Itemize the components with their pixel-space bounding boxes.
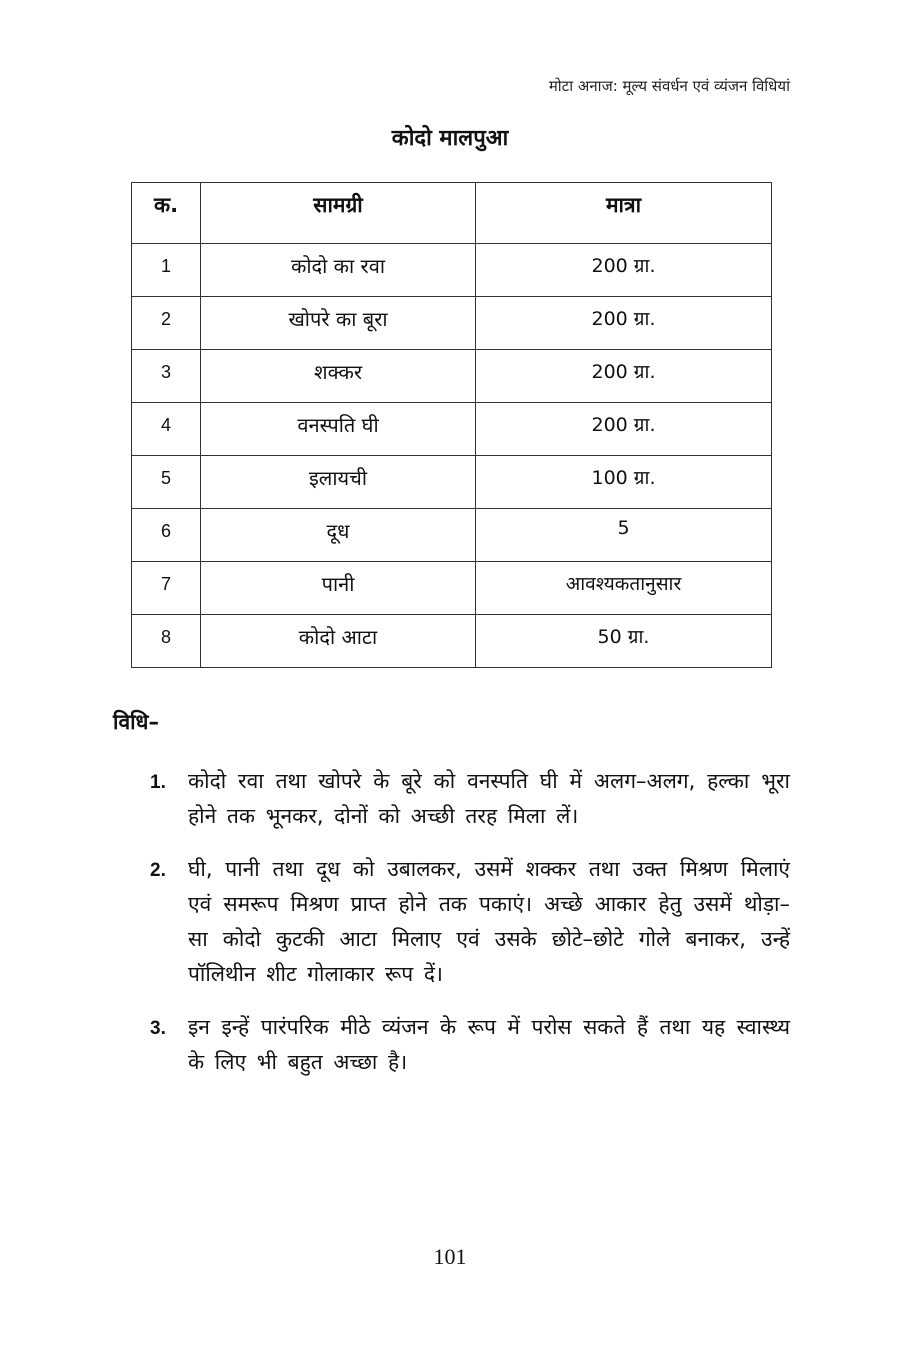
row-number: 7 — [132, 562, 201, 615]
table-row — [132, 509, 772, 562]
table-row — [132, 615, 772, 668]
step-number: 1. — [150, 772, 166, 793]
ingredient-name: शक्कर — [201, 350, 476, 403]
ingredient-name: दूध — [201, 509, 476, 562]
ingredient-name: पानी — [201, 562, 476, 615]
table-row — [132, 350, 772, 403]
row-number: 2 — [132, 297, 201, 350]
header-ingredient: सामग्री — [201, 183, 476, 244]
ingredient-quantity: 100 ग्रा. — [476, 456, 772, 509]
row-number: 5 — [132, 456, 201, 509]
ingredient-name: वनस्पति घी — [201, 403, 476, 456]
header-serial: क. — [132, 183, 201, 244]
step-number: 3. — [150, 1018, 166, 1039]
method-step — [150, 1010, 790, 1080]
row-number: 4 — [132, 403, 201, 456]
step-number: 2. — [150, 860, 166, 881]
ingredient-quantity: 50 ग्रा. — [476, 615, 772, 668]
step-text: इन इन्हें पारंपरिक मीठे व्यंजन के रूप में परोस सकते हैं तथा यह स्वास्थ्य के लिए भी बहुत अच्छा है। — [188, 1015, 790, 1074]
ingredient-name: कोदो आटा — [201, 615, 476, 668]
row-number: 1 — [132, 244, 201, 297]
table-row — [132, 456, 772, 509]
ingredient-quantity: 5 — [476, 509, 772, 562]
table-row — [132, 562, 772, 615]
table-row — [132, 403, 772, 456]
ingredient-name: इलायची — [201, 456, 476, 509]
table-header-row — [132, 183, 772, 244]
ingredient-quantity: आवश्यकतानुसार — [476, 562, 772, 615]
header-quantity: मात्रा — [476, 183, 772, 244]
ingredient-quantity: 200 ग्रा. — [476, 350, 772, 403]
row-number: 3 — [132, 350, 201, 403]
running-header: मोटा अनाज: मूल्य संवर्धन एवं व्यंजन विधियां — [548, 77, 790, 95]
ingredient-name: कोदो का रवा — [201, 244, 476, 297]
table-row — [132, 297, 772, 350]
method-heading: विधि– — [113, 710, 159, 734]
row-number: 6 — [132, 509, 201, 562]
ingredients-table — [131, 182, 772, 668]
row-number: 8 — [132, 615, 201, 668]
ingredient-quantity: 200 ग्रा. — [476, 244, 772, 297]
ingredient-quantity: 200 ग्रा. — [476, 403, 772, 456]
table-row — [132, 244, 772, 297]
method-steps-list — [150, 764, 790, 1098]
page-number: 101 — [433, 1244, 467, 1269]
ingredient-name: खोपरे का बूरा — [201, 297, 476, 350]
step-text: कोदो रवा तथा खोपरे के बूरे को वनस्पति घी में अलग–अलग, हल्का भूरा होने तक भूनकर, दोनों को अच्छी तरह मिला लें। — [188, 769, 790, 828]
method-step — [150, 764, 790, 834]
recipe-title: कोदो मालपुआ — [391, 126, 509, 151]
ingredient-quantity: 200 ग्रा. — [476, 297, 772, 350]
method-step — [150, 852, 790, 992]
step-text: घी, पानी तथा दूध को उबालकर, उसमें शक्कर तथा उक्त मिश्रण मिलाएं एवं समरूप मिश्रण प्राप्त होने तक पकाएं। अच्छे आकार हेतु उसमें थोड़ा–सा कोदो कुटकी आटा मिलाए एवं उसके छोटे–छोटे गोले बनाकर, उन्हें पॉलिथीन शीट गोलाकार रूप दें। — [188, 857, 790, 986]
